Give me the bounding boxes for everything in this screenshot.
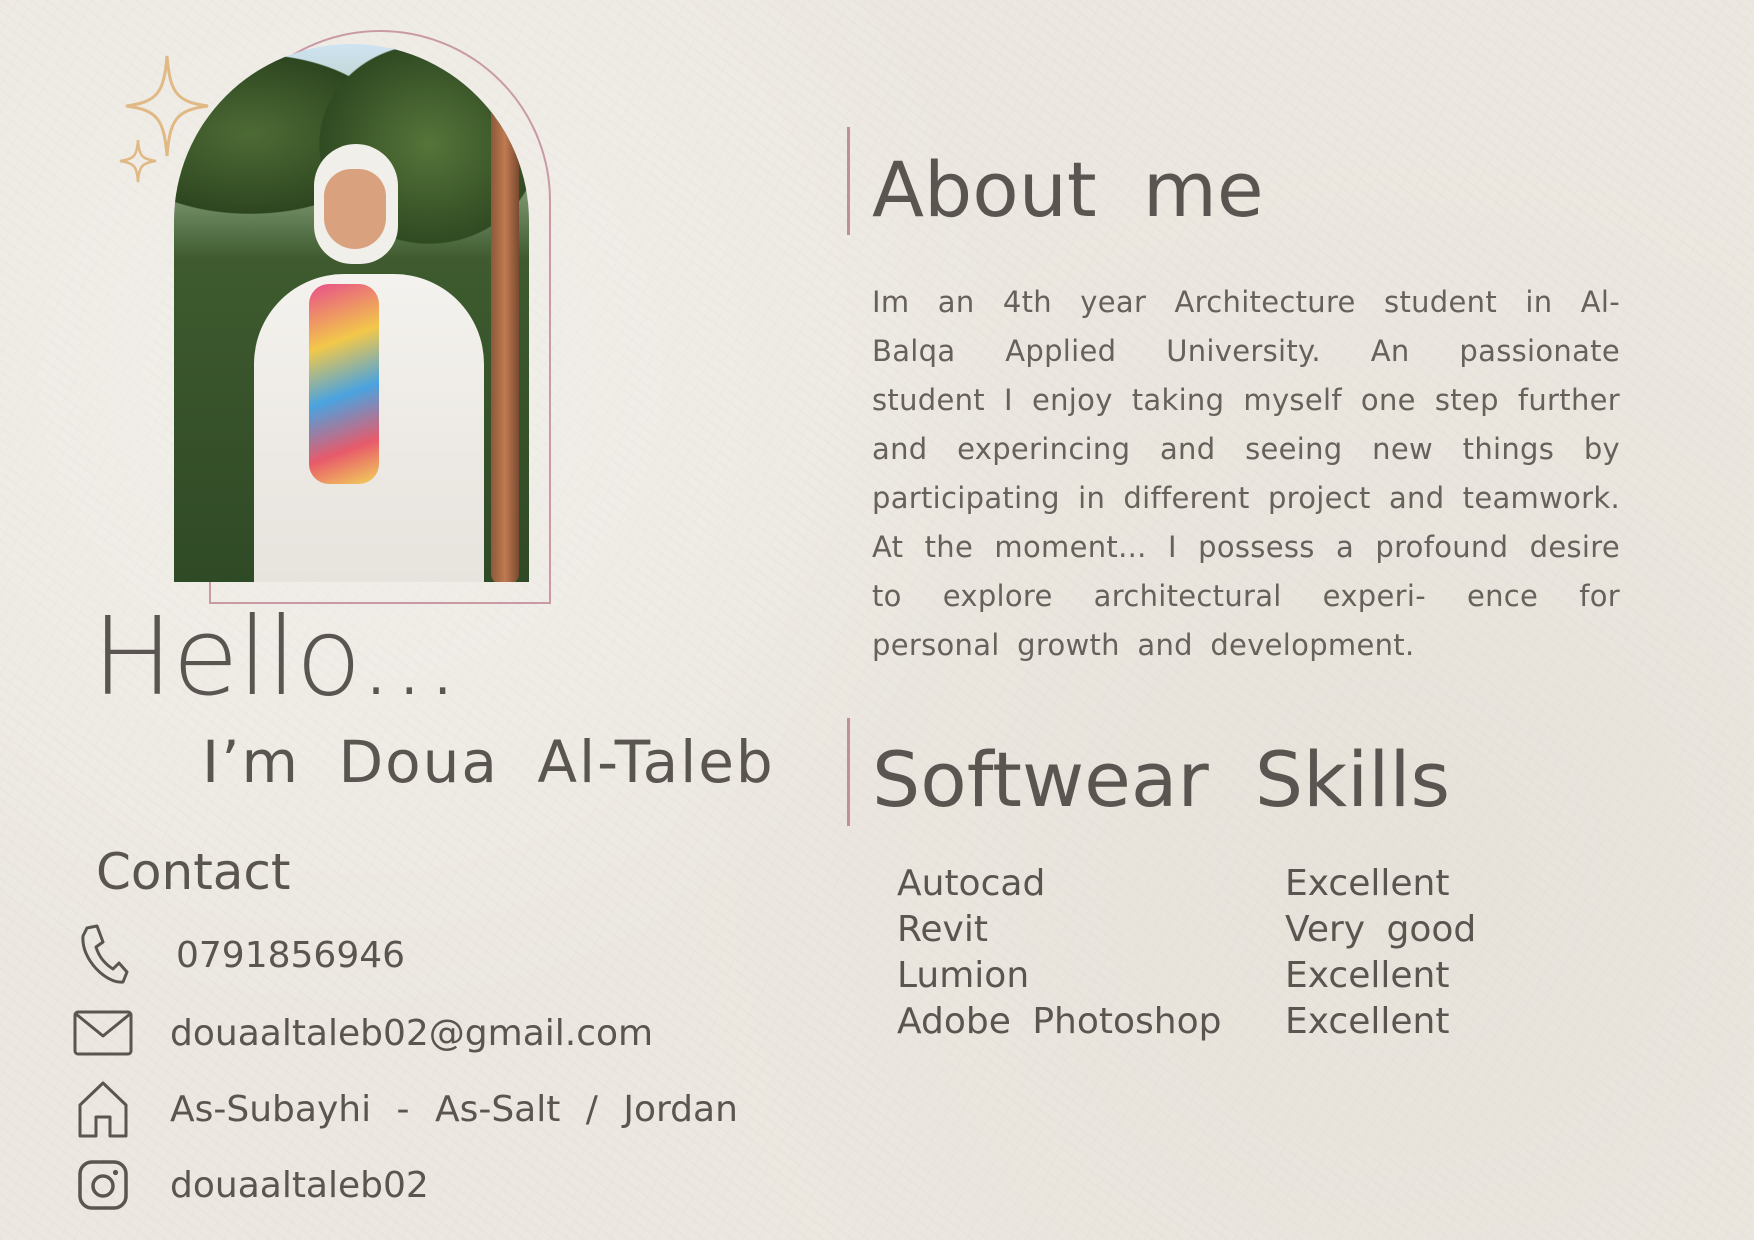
- skill-name: Lumion: [897, 954, 1030, 996]
- mail-icon: [72, 1002, 134, 1064]
- home-icon: [72, 1078, 134, 1140]
- skill-row: [897, 860, 1476, 906]
- contact-email[interactable]: douaaltaleb02@gmail.com: [170, 1012, 654, 1054]
- name-intro: I’m Doua Al-Taleb: [202, 728, 775, 796]
- contact-address-row: [72, 1078, 738, 1140]
- about-heading: About me: [872, 145, 1264, 234]
- skills-accent-rule: [847, 718, 850, 826]
- greeting-heading: Hello...: [92, 595, 459, 720]
- skills-heading: Softwear Skills: [872, 735, 1451, 824]
- skill-row: [897, 998, 1476, 1044]
- contact-instagram[interactable]: douaaltaleb02: [170, 1164, 429, 1206]
- skills-list: [897, 860, 1476, 1044]
- sparkle-icon: [118, 138, 158, 184]
- contact-email-row: [72, 1002, 653, 1064]
- skill-level: Excellent: [1285, 862, 1450, 904]
- about-accent-rule: [847, 127, 850, 235]
- profile-photo: [174, 44, 529, 582]
- contact-phone-row: [72, 924, 405, 986]
- contact-address: As-Subayhi - As-Salt / Jordan: [170, 1088, 738, 1130]
- skill-name: Autocad: [897, 862, 1046, 904]
- skill-level: Excellent: [1285, 954, 1450, 996]
- skill-name: Adobe Photoshop: [897, 1000, 1222, 1042]
- skill-name: Revit: [897, 908, 988, 950]
- contact-phone[interactable]: 0791856946: [176, 934, 406, 976]
- skill-level: Very good: [1285, 908, 1477, 950]
- skill-row: [897, 906, 1476, 952]
- phone-icon: [72, 924, 134, 986]
- about-text: Im an 4th year Architecture student in Al-Balqa Applied University. An passionate student I enjoy taking myself one step further and experincing and seeing new things by participating in different project and teamwork. At the moment... I possess a profound desire to explore architectural experi- ence for personal growth and development.: [872, 285, 1620, 662]
- instagram-icon: [72, 1154, 134, 1216]
- skill-row: [897, 952, 1476, 998]
- contact-heading: Contact: [96, 843, 291, 901]
- skill-level: Excellent: [1285, 1000, 1450, 1042]
- contact-instagram-row: [72, 1154, 429, 1216]
